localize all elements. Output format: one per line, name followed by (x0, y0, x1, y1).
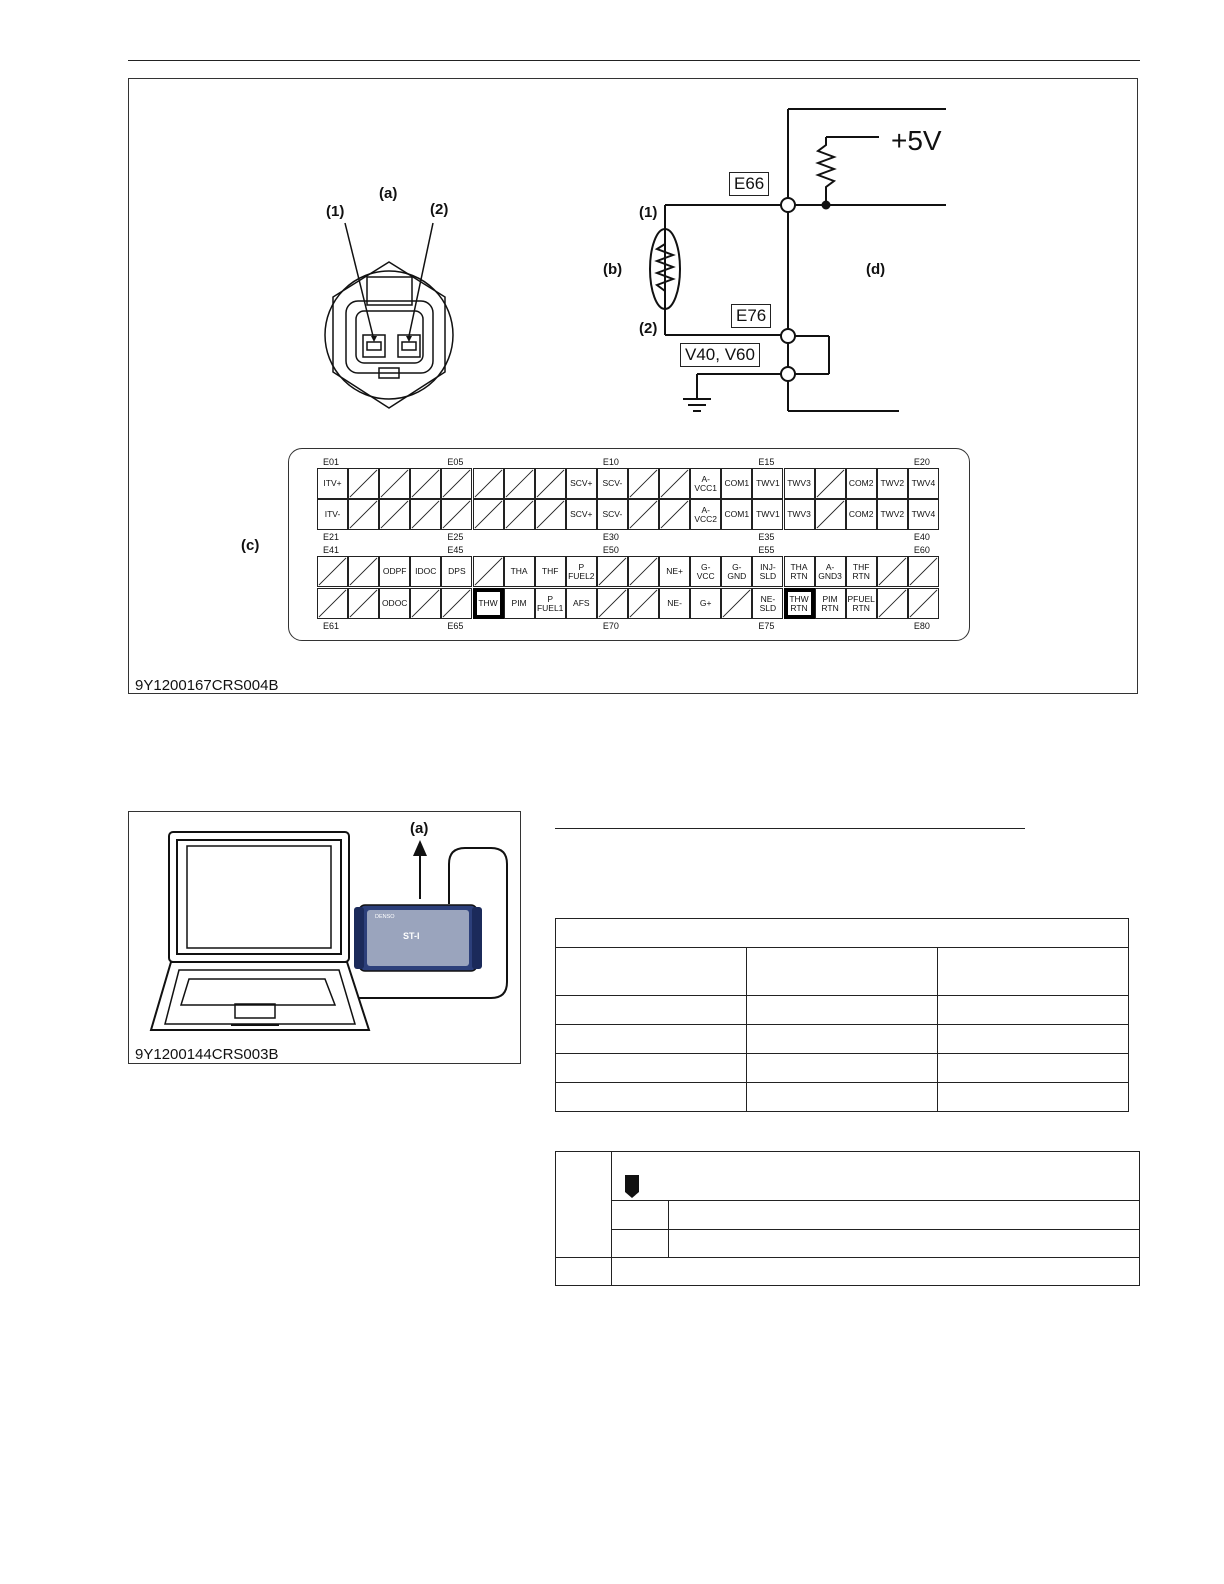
circuit-pin-1: (1) (639, 204, 658, 221)
connector-pin (348, 588, 379, 619)
voltage-label: +5V (891, 125, 942, 156)
connector-pin: P FUEL2 (566, 556, 597, 587)
pin-number-label: E61 (323, 621, 340, 631)
connector-pin: ITV- (317, 499, 348, 530)
connector-pin (628, 588, 659, 619)
table-row (556, 996, 1129, 1025)
connector-pin (473, 499, 504, 530)
connector-pin (597, 588, 628, 619)
connector-pin (877, 588, 908, 619)
connector-pin (535, 499, 566, 530)
ground-terminals: V40, V60 (680, 343, 760, 367)
figure-code-2: 9Y1200144CRS003B (135, 1046, 279, 1063)
figure-code: 9Y1200167CRS004B (135, 677, 279, 694)
connector-pin: TWV4 (908, 499, 939, 530)
terminal-e66: E66 (729, 172, 769, 196)
pin-number-label: E21 (323, 532, 340, 542)
pin-number-label: E40 (913, 532, 930, 542)
connector-pin (473, 556, 504, 587)
connector-pin: COM1 (721, 499, 752, 530)
connector-pin: PIM (504, 588, 535, 619)
connector-pin (628, 499, 659, 530)
circuit-pin-2: (2) (639, 320, 658, 337)
connector-pin: THF (535, 556, 566, 587)
connector-pin: COM1 (721, 468, 752, 499)
label-c: (c) (241, 537, 260, 554)
connector-pin: ODOC (379, 588, 410, 619)
pin-number-label: E50 (602, 545, 619, 555)
table-header-cell (556, 919, 1129, 948)
connector-pin: TWV2 (877, 468, 908, 499)
connector-pin (379, 499, 410, 530)
connector-pin (410, 468, 441, 499)
connector-pin (628, 468, 659, 499)
connector-pin (504, 499, 535, 530)
spec-table (555, 918, 1129, 1112)
table-row (556, 1025, 1129, 1054)
connector-pin: TWV2 (877, 499, 908, 530)
header-rule (128, 60, 1140, 61)
connector-pin: P FUEL1 (535, 588, 566, 619)
connector-pin (348, 468, 379, 499)
connector-pin: A- VCC2 (690, 499, 721, 530)
pin-number-label: E10 (602, 457, 619, 467)
connector-pin (815, 468, 846, 499)
pin-number-label: E25 (447, 532, 464, 542)
connector-pin: TWV3 (784, 468, 815, 499)
connector-pin (379, 468, 410, 499)
connector-pin: G- GND (721, 556, 752, 587)
terminal-e76: E76 (731, 304, 771, 328)
result-table (555, 1151, 1140, 1286)
pin-number-label: E30 (602, 532, 619, 542)
device-name: ST-I (403, 931, 420, 941)
connector-pin: ODPF (379, 556, 410, 587)
laptop-with-diagnostic-tool (149, 822, 519, 1037)
pin-number-label: E45 (447, 545, 464, 555)
connector-pin (317, 556, 348, 587)
label-b: (b) (603, 261, 623, 278)
connector-pin (908, 588, 939, 619)
connector-pin (597, 556, 628, 587)
connector-pin: A- VCC1 (690, 468, 721, 499)
connector-pin: THF RTN (846, 556, 877, 587)
sensor-connector-drawing (309, 209, 469, 429)
label-pin-1: (1) (326, 203, 345, 220)
connector-pin (721, 588, 752, 619)
label-pin-2: (2) (430, 201, 449, 218)
connector-pin: DPS (441, 556, 472, 587)
connector-pin (535, 468, 566, 499)
connector-pin: NE+ (659, 556, 690, 587)
connector-pin (441, 468, 472, 499)
connector-pin (348, 499, 379, 530)
connector-pin: TWV4 (908, 468, 939, 499)
connector-pin: THA (504, 556, 535, 587)
connector-pin (504, 468, 535, 499)
connector-pin: ITV+ (317, 468, 348, 499)
label-d: (d) (866, 261, 886, 278)
connector-pin: A- GND3 (815, 556, 846, 587)
pin-number-label: E75 (758, 621, 775, 631)
connector-pin: THW (473, 588, 504, 619)
pin-number-label: E41 (323, 545, 340, 555)
pin-number-label: E80 (913, 621, 930, 631)
connector-pin: IDOC (410, 556, 441, 587)
pin-number-label: E70 (602, 621, 619, 631)
connector-pin (659, 468, 690, 499)
circuit-diagram (629, 99, 1089, 419)
device-brand: DENSO (375, 914, 395, 920)
connector-pin (441, 588, 472, 619)
connector-pin (628, 556, 659, 587)
pin-number-label: E20 (913, 457, 930, 467)
connector-pin: COM2 (846, 468, 877, 499)
figure-diagnostic-tool (128, 811, 521, 1064)
pin-number-label: E55 (758, 545, 775, 555)
section-rule (555, 828, 1025, 829)
connector-pin: TWV1 (752, 468, 783, 499)
connector-pin: SCV- (597, 499, 628, 530)
connector-pin: THA RTN (784, 556, 815, 587)
connector-pin (659, 499, 690, 530)
connector-pin: COM2 (846, 499, 877, 530)
pin-number-label: E15 (758, 457, 775, 467)
connector-pin (317, 588, 348, 619)
label-a-tool: (a) (410, 820, 429, 837)
connector-pin (348, 556, 379, 587)
connector-pin: PFUEL RTN (846, 588, 877, 619)
pin-number-label: E60 (913, 545, 930, 555)
connector-pin: PIM RTN (815, 588, 846, 619)
table-row (556, 1083, 1129, 1112)
connector-pin: THW RTN (784, 588, 815, 619)
connector-pin: G- VCC (690, 556, 721, 587)
connector-pin (908, 556, 939, 587)
pin-number-label: E01 (323, 457, 340, 467)
pin-number-label: E35 (758, 532, 775, 542)
connector-pin: TWV3 (784, 499, 815, 530)
connector-pin: SCV+ (566, 468, 597, 499)
connector-pin (815, 499, 846, 530)
connector-pin: NE- SLD (752, 588, 783, 619)
connector-pin (410, 499, 441, 530)
label-a: (a) (379, 185, 398, 202)
connector-pin (410, 588, 441, 619)
connector-pin: AFS (566, 588, 597, 619)
pin-number-label: E65 (447, 621, 464, 631)
connector-pin (441, 499, 472, 530)
connector-pin (473, 468, 504, 499)
connector-pin (877, 556, 908, 587)
connector-pin: SCV- (597, 468, 628, 499)
connector-pin: NE- (659, 588, 690, 619)
pin-number-label: E05 (447, 457, 464, 467)
connector-pin: G+ (690, 588, 721, 619)
connector-pin: SCV+ (566, 499, 597, 530)
bookmark-icon (624, 1174, 642, 1200)
connector-pin: TWV1 (752, 499, 783, 530)
connector-pin: INJ- SLD (752, 556, 783, 587)
table-row (556, 1054, 1129, 1083)
